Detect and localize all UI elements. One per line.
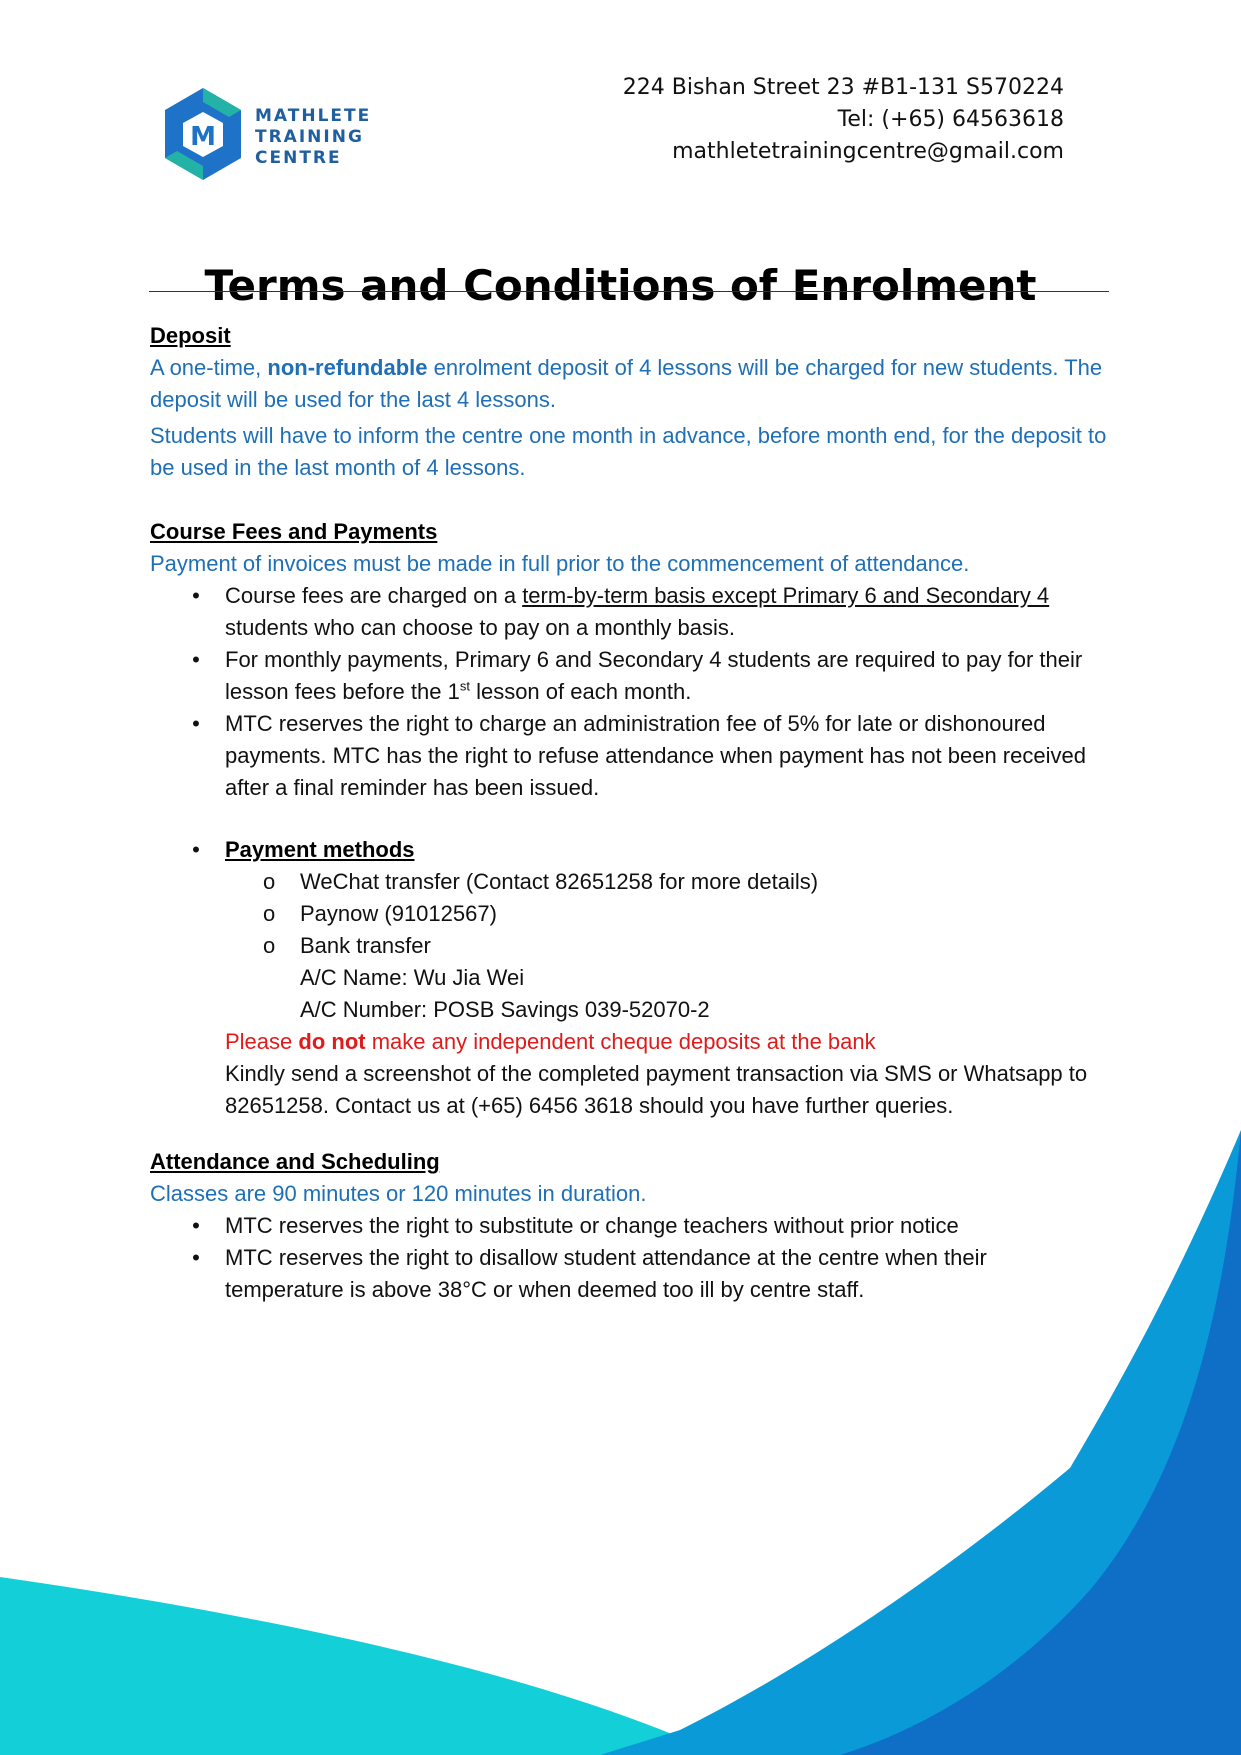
- attendance-heading: Attendance and Scheduling: [150, 1149, 440, 1174]
- deposit-paragraph-1: [150, 352, 1110, 416]
- page-title: Terms and Conditions of Enrolment: [204, 261, 1037, 311]
- street-address: 224 Bishan Street 23 #B1-131 S570224: [622, 75, 1064, 100]
- contact-address-block: [623, 72, 1064, 168]
- bullet-icon: •: [192, 1213, 200, 1238]
- list-item: [225, 930, 1110, 962]
- account-name: A/C Name: Wu Jia Wei: [300, 965, 525, 990]
- list-item: [225, 866, 1110, 898]
- terms-content: [150, 320, 1110, 1306]
- fees-b1-text-a: Course fees are charged on a: [225, 583, 523, 608]
- deposit-heading: Deposit: [150, 323, 231, 348]
- sub-bullet-icon: o: [263, 901, 276, 926]
- screenshot-instructions: Kindly send a screenshot of the completed payment transaction via SMS or Whatsapp to 82651258. Contact us at (+65) 6456 3618 should you have further queries.: [225, 1061, 1088, 1118]
- list-item: [150, 834, 1110, 1122]
- payment-method-paynow: Paynow (91012567): [300, 901, 497, 926]
- attendance-b2-text: MTC reserves the right to disallow student attendance at the centre when their temperature is above 38°C or when deemed too ill by centre staff.: [225, 1245, 987, 1302]
- fees-b1-text-b: students who can choose to pay on a monthly basis.: [225, 615, 735, 640]
- bullet-icon: •: [192, 711, 200, 736]
- fees-b2-text-b: lesson of each month.: [469, 679, 692, 704]
- fees-b1-underlined: term-by-term basis except Primary 6 and Secondary 4: [522, 583, 1050, 608]
- payment-methods-heading: Payment methods: [225, 837, 415, 862]
- telephone-number: Tel: (+65) 64563618: [837, 107, 1064, 132]
- warning-text-b: make any independent cheque deposits at the bank: [365, 1029, 876, 1054]
- cyan-wave: [0, 1577, 720, 1755]
- logo-line-1: MATHLETE: [255, 106, 372, 126]
- logo-line-2: TRAINING: [255, 127, 364, 147]
- bullet-icon: •: [192, 1245, 200, 1270]
- bullet-icon: •: [192, 647, 200, 672]
- fees-b2-text-a: For monthly payments, Primary 6 and Secondary 4 students are required to pay for their lesson fees before the 1: [225, 647, 1083, 704]
- logo-hexagon-mark: [163, 86, 253, 186]
- company-logo: [163, 86, 393, 186]
- email-address[interactable]: mathletetrainingcentre@gmail.com: [672, 139, 1064, 164]
- logo-wordmark: [255, 106, 371, 169]
- bullet-icon: •: [192, 583, 200, 608]
- course-fees-list: [150, 580, 1110, 804]
- warning-text-a: Please: [225, 1029, 299, 1054]
- deposit-p1-text-b: enrolment deposit of 4 lessons will be charged for new students. The deposit will be used for the last 4 lessons.: [150, 355, 1103, 412]
- fees-b2-superscript: st: [459, 678, 470, 694]
- sub-bullet-icon: o: [263, 933, 276, 958]
- attendance-list: [150, 1210, 1110, 1306]
- attendance-intro: Classes are 90 minutes or 120 minutes in duration.: [150, 1181, 647, 1206]
- deposit-p1-bold: non-refundable: [267, 355, 428, 380]
- bullet-icon: •: [192, 837, 200, 862]
- list-item: [225, 898, 1110, 930]
- payment-method-wechat: WeChat transfer (Contact 82651258 for more details): [300, 869, 819, 894]
- payment-methods-list: [150, 834, 1110, 1122]
- payment-methods-sublist: [225, 866, 1110, 962]
- warning-bold: do not: [298, 1029, 366, 1054]
- list-item: [150, 1242, 1110, 1306]
- payment-method-bank-transfer: Bank transfer: [300, 933, 431, 958]
- course-fees-heading: Course Fees and Payments: [150, 519, 438, 544]
- cheque-warning: [225, 1026, 1110, 1058]
- list-item: [150, 1210, 1110, 1242]
- account-number: A/C Number: POSB Savings 039-52070-2: [300, 997, 710, 1022]
- deposit-paragraph-2: Students will have to inform the centre one month in advance, before month end, for the deposit to be used in the last month of 4 lessons.: [150, 423, 1107, 480]
- course-fees-intro: Payment of invoices must be made in full prior to the commencement of attendance.: [150, 551, 970, 576]
- list-item: [150, 644, 1110, 708]
- svg-text:M: M: [190, 122, 216, 152]
- list-item: [150, 580, 1110, 644]
- logo-line-3: CENTRE: [255, 148, 342, 168]
- fees-b3-text: MTC reserves the right to charge an administration fee of 5% for late or dishonoured payments. MTC has the right to refuse attendance when payment has not been received after a final reminder has been issued.: [225, 711, 1086, 800]
- attendance-b1-text: MTC reserves the right to substitute or change teachers without prior notice: [225, 1213, 959, 1238]
- title-divider: [149, 291, 1109, 292]
- deposit-p1-text-a: A one-time,: [150, 355, 268, 380]
- list-item: [150, 708, 1110, 804]
- sub-bullet-icon: o: [263, 869, 276, 894]
